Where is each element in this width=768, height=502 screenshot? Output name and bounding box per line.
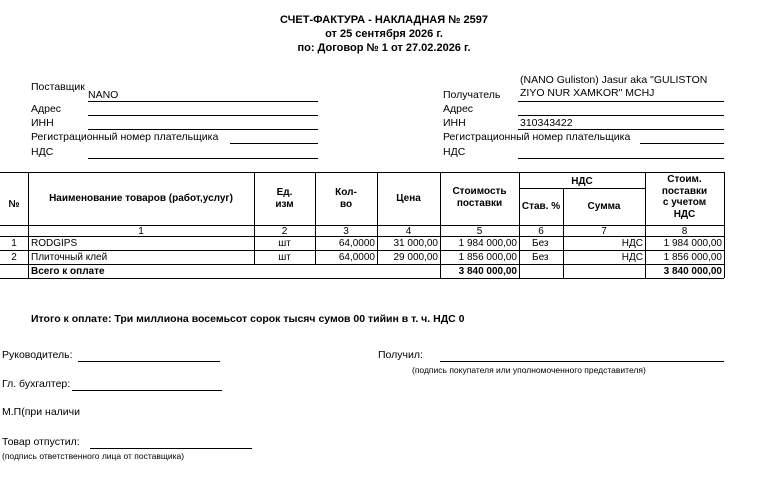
receiver-label: Получатель — [443, 89, 501, 101]
total-sum: 3 840 000,00 — [663, 266, 722, 277]
receiver-reg-line — [640, 143, 724, 144]
row-2-qty: 64,0000 — [338, 252, 375, 263]
header-qty: Кол- во — [335, 187, 357, 210]
row-2-vat-sum: НДС — [621, 252, 643, 263]
received-note: (подпись покупателя или уполномоченного представителя) — [412, 365, 646, 375]
col-number-2: 2 — [281, 226, 288, 237]
supplier-value: NANO — [88, 89, 119, 101]
receiver-inn-line — [518, 129, 724, 130]
receiver-reg-label: Регистрационный номер плательщика — [443, 131, 631, 143]
supplier-line — [88, 101, 318, 102]
receiver-value-line2: ZIYO NUR XAMKOR" MCHJ — [520, 87, 655, 99]
row-1-num: 1 — [11, 238, 17, 249]
amount-in-words: Итого к оплате: Три миллиона восемьсот сорок тысяч сумов 00 тийин в т. ч. НДС 0 — [31, 313, 465, 325]
row-1-price: 31 000,00 — [393, 238, 438, 249]
col-number-8: 8 — [681, 226, 688, 237]
header-vat-rate: Став. % — [521, 201, 561, 212]
row-2-cost: 1 856 000,00 — [458, 252, 517, 263]
row-1-name: RODGIPS — [31, 238, 78, 249]
row-2-unit: шт — [278, 252, 291, 263]
receiver-address-line — [518, 115, 724, 116]
header-num: № — [8, 199, 20, 210]
director-label: Руководитель: — [2, 349, 73, 361]
col-number-4: 4 — [405, 226, 412, 237]
total-cost: 3 840 000,00 — [458, 266, 517, 277]
header-total: Стоим. поставки с учетом НДС — [661, 174, 708, 220]
supplier-vat-line — [88, 158, 318, 159]
receiver-vat-label: НДС — [443, 146, 466, 158]
receiver-vat-line — [518, 158, 724, 159]
receiver-line — [518, 101, 724, 102]
row-1-unit: шт — [278, 238, 291, 249]
released-label: Товар отпустил: — [2, 436, 80, 448]
row-2-num: 2 — [11, 252, 17, 263]
col-number-3: 3 — [343, 226, 349, 237]
supplier-vat-label: НДС — [31, 146, 54, 158]
total-label: Всего к оплате — [31, 266, 105, 277]
receiver-value-line1: (NANO Guliston) Jasur aka "GULISTON — [520, 74, 708, 86]
col-number-1: 1 — [138, 226, 144, 237]
header-name: Наименование товаров (работ,услуг) — [49, 193, 233, 204]
supplier-reg-label: Регистрационный номер плательщика — [31, 131, 219, 143]
document-title: СЧЕТ-ФАКТУРА - НАКЛАДНАЯ № 2597 — [280, 14, 488, 26]
row-1-vat-sum: НДС — [621, 238, 643, 249]
received-sign-line — [440, 361, 724, 362]
supplier-reg-line — [230, 143, 318, 144]
released-sign-line — [90, 448, 252, 449]
supplier-address-label: Адрес — [31, 103, 62, 115]
receiver-address-label: Адрес — [443, 103, 474, 115]
col-number-5: 5 — [476, 226, 483, 237]
row-1-rate: Без — [532, 238, 549, 249]
accountant-sign-line — [72, 390, 222, 391]
row-2-total: 1 856 000,00 — [663, 252, 722, 263]
director-sign-line — [78, 361, 220, 362]
supplier-label: Поставщик — [31, 81, 85, 93]
header-vat: НДС — [571, 176, 593, 187]
supplier-inn-label: ИНН — [31, 117, 54, 129]
document-contract: по: Договор № 1 от 27.02.2026 г. — [297, 42, 471, 54]
stamp-label: М.П(при наличи — [2, 406, 80, 418]
row-1-total: 1 984 000,00 — [663, 238, 722, 249]
row-1-qty: 64,0000 — [338, 238, 375, 249]
row-1-cost: 1 984 000,00 — [458, 238, 517, 249]
received-label: Получил: — [378, 349, 423, 361]
header-cost: Стоимость поставки — [452, 186, 507, 209]
receiver-inn-label: ИНН — [443, 117, 466, 129]
supplier-address-line — [88, 115, 318, 116]
document-date: от 25 сентября 2026 г. — [325, 28, 443, 40]
header-vat-sum: Сумма — [587, 201, 621, 212]
row-2-price: 29 000,00 — [393, 252, 438, 263]
accountant-label: Гл. бухгалтер: — [2, 378, 71, 390]
supplier-inn-line — [88, 129, 318, 130]
row-2-name: Плиточный клей — [31, 252, 108, 263]
col-number-7: 7 — [601, 226, 607, 237]
receiver-inn-value: 310343422 — [520, 117, 573, 129]
row-2-rate: Без — [532, 252, 549, 263]
col-number-6: 6 — [538, 226, 544, 237]
header-price: Цена — [396, 193, 421, 204]
released-note: (подпись ответственного лица от поставщика) — [2, 451, 185, 461]
header-unit: Ед. изм — [275, 187, 294, 210]
